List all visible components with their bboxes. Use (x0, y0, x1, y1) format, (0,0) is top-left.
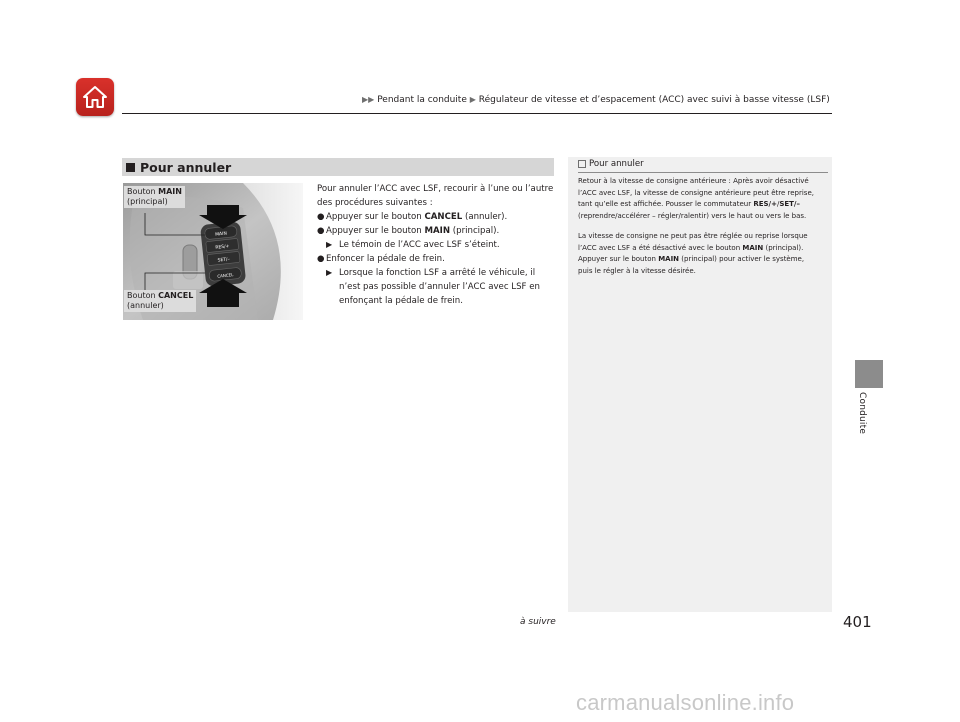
note-divider (578, 172, 828, 173)
breadcrumb-arrow-icon: ▶▶ (362, 95, 375, 104)
breadcrumb-arrow-icon: ▶ (469, 95, 476, 104)
home-button[interactable] (76, 78, 114, 116)
chapter-tab-label[interactable]: Conduite (857, 392, 867, 435)
header-divider (122, 113, 832, 114)
watermark: carmanualsonline.info (576, 690, 795, 715)
chapter-tab-marker[interactable] (855, 360, 883, 388)
intro-text: Pour annuler l’ACC avec LSF, recourir à l’une ou l’autre des procédures suivantes : (317, 184, 554, 208)
steering-wheel-illustration (123, 183, 303, 320)
bullet-icon: ● (317, 254, 325, 264)
result-arrow-icon: ▶ (326, 240, 333, 249)
home-icon (82, 85, 108, 109)
section-header (122, 158, 554, 176)
breadcrumb (362, 95, 830, 105)
list-item: ● Appuyer sur le bouton MAIN (principal). (317, 226, 500, 236)
note-paragraph: Retour à la vitesse de consigne antérieure : Après avoir désactivé l’ACC avec LSF, la vitesse de consigne antérieure peut être reprise, tant qu’elle est affichée. Pousser le commutateur RES/+/SET/– (reprendre/accélérer – régler/ralentir) vers le haut ou vers le bas. (578, 177, 814, 220)
callout-cancel-button: Bouton CANCEL (annuler) (124, 290, 196, 312)
note-body (578, 176, 818, 286)
note-header (578, 159, 644, 169)
list-subitem: ▶ Lorsque la fonction LSF a arrêté le véhicule, il n’est pas possible d’annuler l’ACC avec LSF en enfonçant la pédale de frein. (326, 268, 540, 306)
continued-label: à suivre (520, 617, 556, 627)
note-panel (568, 157, 832, 612)
breadcrumb-item[interactable]: Pendant la conduite (377, 95, 467, 105)
res-button-label: RES/+ (215, 244, 230, 251)
list-item: ● Appuyer sur le bouton CANCEL (annuler). (317, 212, 508, 222)
main-button-label: MAIN (215, 231, 228, 238)
cancel-button-label: CANCEL (217, 272, 234, 279)
note-box-icon (578, 160, 586, 168)
instructions (317, 182, 555, 308)
result-arrow-icon: ▶ (326, 268, 333, 277)
list-item: ● Enfoncer la pédale de frein. (317, 254, 445, 264)
note-title[interactable]: Pour annuler (589, 159, 644, 169)
set-button-label: SET/– (217, 257, 231, 264)
bullet-icon: ● (317, 212, 325, 222)
note-paragraph: La vitesse de consigne ne peut pas être réglée ou reprise lorsque l’ACC avec LSF a été désactivé avec le bouton MAIN (principal). Appuyer sur le bouton MAIN (principal) pour activer le système, puis le régler à la vitesse désirée. (578, 232, 808, 275)
bullet-icon: ● (317, 226, 325, 236)
callout-main-button: Bouton MAIN (principal) (124, 186, 185, 208)
breadcrumb-item[interactable]: Régulateur de vitesse et d’espacement (ACC) avec suivi à basse vitesse (LSF) (478, 95, 830, 105)
list-subitem: ▶ Le témoin de l’ACC avec LSF s’éteint. (326, 240, 500, 250)
section-title: Pour annuler (140, 159, 232, 175)
page-number: 401 (843, 613, 872, 631)
section-square-icon (126, 163, 135, 172)
